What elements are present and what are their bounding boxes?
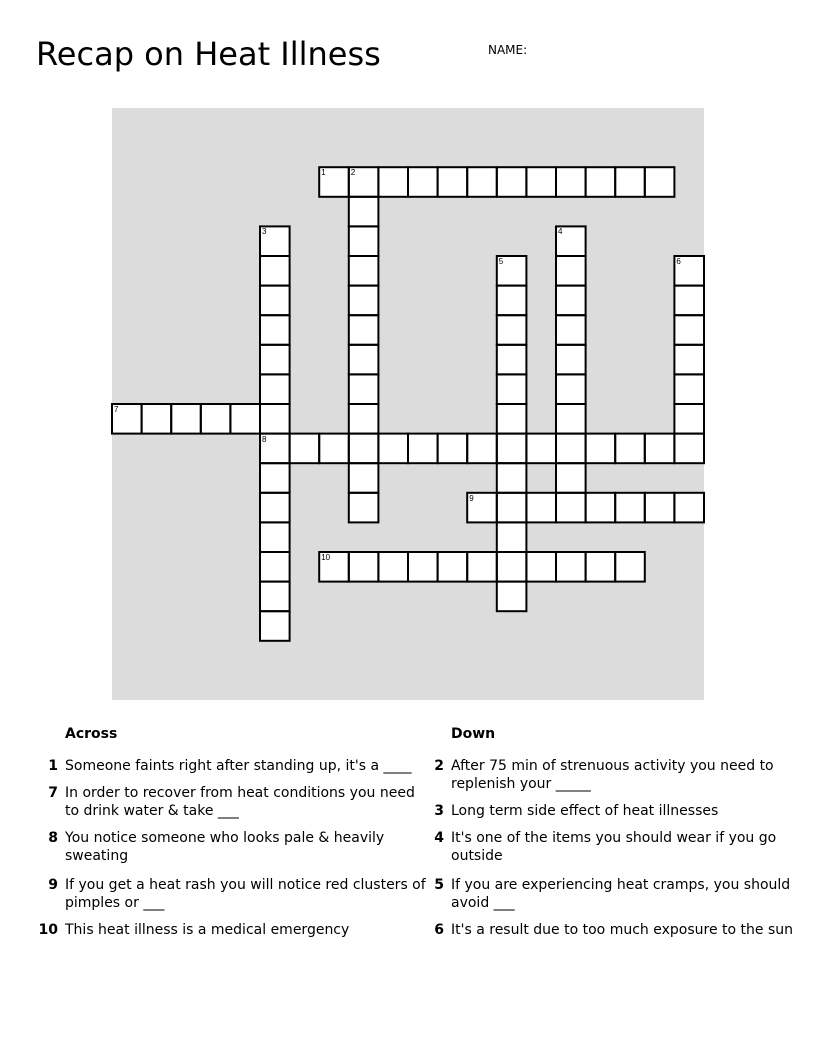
cell-number: 5 bbox=[498, 257, 504, 266]
crossword-cell[interactable] bbox=[556, 226, 586, 256]
crossword-cell[interactable] bbox=[349, 197, 379, 227]
crossword-cell[interactable] bbox=[201, 404, 231, 434]
clue-number: 2 bbox=[434, 758, 444, 774]
crossword-cell[interactable] bbox=[378, 167, 408, 197]
crossword-cell[interactable] bbox=[408, 552, 438, 582]
crossword-cell[interactable] bbox=[497, 582, 527, 612]
crossword-cell[interactable] bbox=[497, 522, 527, 552]
cell-number: 9 bbox=[469, 493, 474, 503]
crossword-cell[interactable] bbox=[260, 374, 290, 404]
crossword-cell[interactable] bbox=[497, 404, 527, 434]
crossword-cell[interactable] bbox=[260, 493, 290, 523]
crossword-cell[interactable] bbox=[674, 493, 704, 523]
crossword-cell[interactable] bbox=[615, 434, 645, 464]
clue-line: If you get a heat rash you will notice red clusters of bbox=[65, 877, 426, 893]
down-clue bbox=[422, 876, 790, 912]
crossword-cell[interactable] bbox=[260, 404, 290, 434]
cell-number: 4 bbox=[558, 227, 563, 237]
clue-line: to drink water & take ___ bbox=[65, 803, 239, 819]
crossword-cell[interactable] bbox=[349, 552, 379, 582]
crossword-cell[interactable] bbox=[319, 167, 349, 197]
crossword-cell[interactable] bbox=[260, 463, 290, 493]
crossword-cell[interactable] bbox=[556, 493, 586, 523]
cell-number: 1 bbox=[321, 168, 326, 178]
crossword-cell[interactable] bbox=[349, 493, 379, 523]
crossword-cell[interactable] bbox=[497, 434, 527, 464]
crossword-cell[interactable] bbox=[586, 552, 616, 582]
clue-line: pimples or ___ bbox=[65, 895, 165, 911]
crossword-cell[interactable] bbox=[438, 552, 468, 582]
crossword-cell[interactable] bbox=[349, 374, 379, 404]
clue-line: Someone faints right after standing up, it's a ____ bbox=[65, 758, 412, 774]
clue-line: If you are experiencing heat cramps, you should bbox=[451, 877, 791, 893]
crossword-cell[interactable] bbox=[349, 286, 379, 316]
crossword-cell[interactable] bbox=[674, 434, 704, 464]
cell-number: 8 bbox=[262, 434, 267, 444]
crossword-cell[interactable] bbox=[349, 315, 379, 345]
crossword-cell[interactable] bbox=[349, 167, 379, 197]
crossword-cell[interactable] bbox=[556, 374, 586, 404]
crossword-cell[interactable] bbox=[556, 167, 586, 197]
crossword-cell[interactable] bbox=[497, 552, 527, 582]
crossword-cell[interactable] bbox=[556, 404, 586, 434]
clue-number: 5 bbox=[434, 877, 444, 893]
crossword-cell[interactable] bbox=[260, 256, 290, 286]
crossword-cell[interactable] bbox=[674, 374, 704, 404]
down-clue bbox=[422, 802, 718, 820]
across-heading: Across bbox=[65, 726, 118, 742]
crossword-cell[interactable] bbox=[260, 315, 290, 345]
clue-line: It's a result due to too much exposure to the sun bbox=[451, 922, 793, 938]
crossword-cell[interactable] bbox=[556, 315, 586, 345]
crossword-cell[interactable] bbox=[349, 256, 379, 286]
crossword-cell[interactable] bbox=[586, 493, 616, 523]
crossword-cell[interactable] bbox=[438, 434, 468, 464]
crossword-cell[interactable] bbox=[260, 582, 290, 612]
crossword-cell[interactable] bbox=[556, 345, 586, 375]
clue-text bbox=[451, 757, 774, 793]
crossword-cell[interactable] bbox=[586, 434, 616, 464]
crossword-cell[interactable] bbox=[378, 552, 408, 582]
crossword-cell[interactable] bbox=[526, 434, 556, 464]
clue-number: 7 bbox=[48, 785, 58, 801]
crossword-cell[interactable] bbox=[260, 345, 290, 375]
crossword-cell[interactable] bbox=[260, 611, 290, 641]
clue-text bbox=[65, 876, 426, 912]
clue-number: 6 bbox=[434, 922, 444, 938]
crossword-cell[interactable] bbox=[497, 345, 527, 375]
cell-number: 7 bbox=[114, 405, 119, 414]
clue-line: It's one of the items you should wear if you go bbox=[451, 830, 777, 846]
crossword-cell[interactable] bbox=[556, 286, 586, 316]
clue-line: outside bbox=[451, 848, 503, 864]
crossword-cell[interactable] bbox=[349, 463, 379, 493]
clue-line: In order to recover from heat conditions you need bbox=[65, 785, 415, 801]
down-clue bbox=[422, 829, 776, 865]
crossword-grid bbox=[112, 108, 704, 700]
crossword-cell[interactable] bbox=[319, 552, 349, 582]
crossword-cell[interactable] bbox=[615, 167, 645, 197]
clue-line: You notice someone who looks pale & heavily bbox=[65, 830, 385, 846]
crossword-cell[interactable] bbox=[467, 493, 497, 523]
clue-line: This heat illness is a medical emergency bbox=[65, 922, 350, 938]
crossword-cell[interactable] bbox=[319, 434, 349, 464]
clue-line: After 75 min of strenuous activity you need to bbox=[451, 758, 774, 774]
crossword-cell[interactable] bbox=[408, 434, 438, 464]
crossword-cell[interactable] bbox=[290, 434, 320, 464]
clue-text bbox=[451, 921, 793, 939]
crossword-cell[interactable] bbox=[349, 345, 379, 375]
crossword-cell[interactable] bbox=[645, 167, 675, 197]
crossword-cell[interactable] bbox=[556, 463, 586, 493]
clue-line: Long term side effect of heat illnesses bbox=[451, 803, 719, 819]
clue-text bbox=[451, 829, 776, 865]
clue-number: 10 bbox=[38, 922, 58, 938]
crossword-cell[interactable] bbox=[497, 286, 527, 316]
crossword-cell[interactable] bbox=[674, 256, 704, 286]
clue-text bbox=[65, 784, 415, 820]
across-clue bbox=[36, 829, 384, 865]
down-heading: Down bbox=[451, 726, 496, 742]
crossword-cell[interactable] bbox=[615, 493, 645, 523]
clue-number: 9 bbox=[48, 877, 58, 893]
clue-line: avoid ___ bbox=[451, 895, 515, 911]
crossword-cell[interactable] bbox=[497, 256, 527, 286]
crossword-cell[interactable] bbox=[112, 404, 142, 434]
name-label: NAME: bbox=[488, 43, 528, 57]
crossword-cell[interactable] bbox=[556, 434, 586, 464]
clue-text bbox=[65, 829, 384, 865]
clue-number: 8 bbox=[48, 830, 58, 846]
crossword-cell[interactable] bbox=[438, 167, 468, 197]
crossword-cell[interactable] bbox=[497, 167, 527, 197]
clue-line: sweating bbox=[65, 848, 129, 864]
clue-line: replenish your _____ bbox=[451, 776, 591, 792]
crossword-cell[interactable] bbox=[645, 493, 675, 523]
clue-number: 3 bbox=[434, 803, 444, 819]
clue-number: 1 bbox=[48, 758, 58, 774]
across-clue bbox=[36, 876, 426, 912]
clue-number: 4 bbox=[434, 830, 444, 846]
crossword-cell[interactable] bbox=[467, 167, 497, 197]
crossword-cell[interactable] bbox=[260, 226, 290, 256]
crossword-cell[interactable] bbox=[586, 167, 616, 197]
crossword-cell[interactable] bbox=[467, 552, 497, 582]
crossword-cell[interactable] bbox=[526, 493, 556, 523]
crossword-cell[interactable] bbox=[260, 522, 290, 552]
crossword-cell[interactable] bbox=[645, 434, 675, 464]
crossword-cell[interactable] bbox=[526, 167, 556, 197]
crossword-cell[interactable] bbox=[408, 167, 438, 197]
crossword-cell[interactable] bbox=[171, 404, 201, 434]
page-title: Recap on Heat Illness bbox=[36, 35, 381, 73]
across-clue bbox=[36, 921, 349, 939]
clue-text bbox=[451, 876, 790, 912]
crossword-cell[interactable] bbox=[260, 552, 290, 582]
crossword-cell[interactable] bbox=[526, 552, 556, 582]
across-clue bbox=[36, 784, 415, 820]
crossword-cell[interactable] bbox=[556, 256, 586, 286]
crossword-cell[interactable] bbox=[497, 493, 527, 523]
cell-number: 2 bbox=[350, 168, 356, 178]
crossword-cell[interactable] bbox=[674, 345, 704, 375]
cell-number: 6 bbox=[676, 257, 681, 266]
cell-number: 3 bbox=[262, 227, 267, 237]
clue-text bbox=[65, 921, 349, 939]
crossword-cell[interactable] bbox=[674, 315, 704, 345]
crossword-cell[interactable] bbox=[556, 552, 586, 582]
across-clue bbox=[36, 757, 412, 775]
crossword-cell[interactable] bbox=[349, 434, 379, 464]
crossword-cell[interactable] bbox=[142, 404, 172, 434]
crossword-cell[interactable] bbox=[349, 226, 379, 256]
down-clue bbox=[422, 921, 793, 939]
crossword-cell[interactable] bbox=[378, 434, 408, 464]
crossword-cell[interactable] bbox=[260, 434, 290, 464]
crossword-cell[interactable] bbox=[497, 374, 527, 404]
clue-text bbox=[65, 757, 412, 775]
crossword-cell[interactable] bbox=[497, 463, 527, 493]
crossword-cell[interactable] bbox=[260, 286, 290, 316]
crossword-cell[interactable] bbox=[615, 552, 645, 582]
clue-text bbox=[451, 802, 718, 820]
crossword-cell[interactable] bbox=[467, 434, 497, 464]
crossword-cell[interactable] bbox=[349, 404, 379, 434]
down-clue bbox=[422, 757, 774, 793]
crossword-cell[interactable] bbox=[674, 404, 704, 434]
cell-number: 10 bbox=[321, 553, 331, 562]
crossword-cell[interactable] bbox=[230, 404, 260, 434]
crossword-cell[interactable] bbox=[497, 315, 527, 345]
crossword-cell[interactable] bbox=[674, 286, 704, 316]
